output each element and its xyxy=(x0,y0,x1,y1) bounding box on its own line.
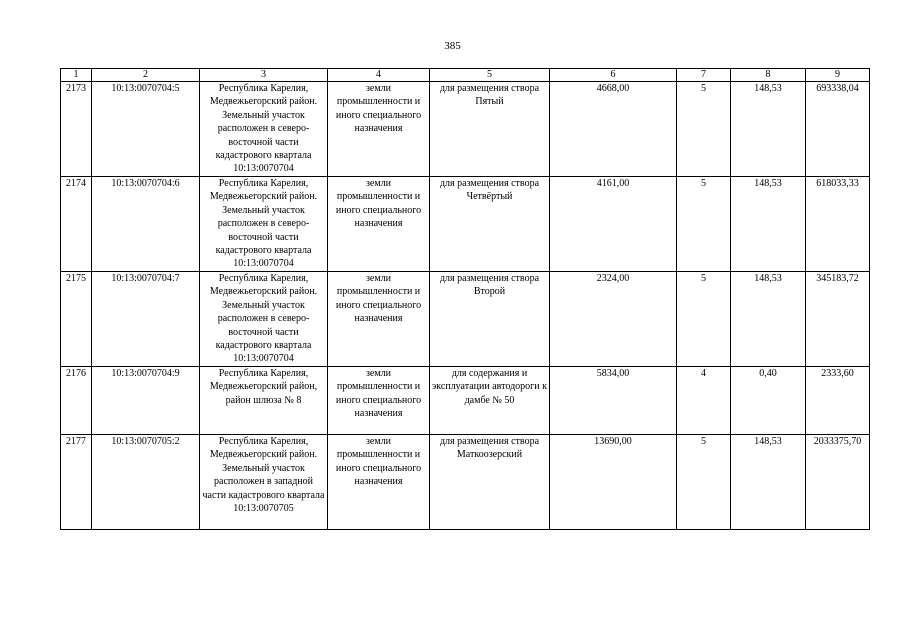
area-cell: 2324,00 xyxy=(550,272,677,367)
rate-cell: 148,53 xyxy=(731,272,806,367)
cadastral-value-cell: 693338,04 xyxy=(806,82,870,177)
land-registry-table xyxy=(60,68,870,530)
land-category-cell: земли промышленности и иного специального назначения xyxy=(328,177,430,272)
column-header: 7 xyxy=(677,69,731,82)
column-header: 2 xyxy=(92,69,200,82)
area-cell: 13690,00 xyxy=(550,435,677,530)
land-category-cell: земли промышленности и иного специального назначения xyxy=(328,367,430,435)
location-cell: Республика Карелия, Медвежьегорский район. Земельный участок расположен в западной части кадастрового квартала 10:13:0070705 xyxy=(200,435,328,530)
cadastral-value-cell: 618033,33 xyxy=(806,177,870,272)
land-category-cell: земли промышленности и иного специального назначения xyxy=(328,435,430,530)
cadastral-number: 10:13:0070704:9 xyxy=(92,367,200,435)
group-cell: 4 xyxy=(677,367,731,435)
group-cell: 5 xyxy=(677,82,731,177)
cadastral-number: 10:13:0070704:7 xyxy=(92,272,200,367)
rate-cell: 148,53 xyxy=(731,177,806,272)
land-category-cell: земли промышленности и иного специального назначения xyxy=(328,272,430,367)
location-cell: Республика Карелия, Медвежьегорский район. Земельный участок расположен в северо-восточной части кадастрового квартала 10:13:0070704 xyxy=(200,177,328,272)
column-header: 9 xyxy=(806,69,870,82)
group-cell: 5 xyxy=(677,177,731,272)
row-number: 2175 xyxy=(61,272,92,367)
column-header: 6 xyxy=(550,69,677,82)
permitted-use-cell: для размещения створа Пятый xyxy=(430,82,550,177)
column-header: 3 xyxy=(200,69,328,82)
cadastral-number: 10:13:0070704:5 xyxy=(92,82,200,177)
permitted-use-cell: для размещения створа Второй xyxy=(430,272,550,367)
group-cell: 5 xyxy=(677,435,731,530)
location-cell: Республика Карелия, Медвежьегорский район, район шлюза № 8 xyxy=(200,367,328,435)
group-cell: 5 xyxy=(677,272,731,367)
page-number: 385 xyxy=(444,40,461,52)
cadastral-value-cell: 345183,72 xyxy=(806,272,870,367)
table-row xyxy=(61,177,870,272)
table-row xyxy=(61,435,870,530)
column-header: 5 xyxy=(430,69,550,82)
cadastral-value-cell: 2033375,70 xyxy=(806,435,870,530)
table-row xyxy=(61,272,870,367)
rate-cell: 0,40 xyxy=(731,367,806,435)
cadastral-number: 10:13:0070705:2 xyxy=(92,435,200,530)
cadastral-value-cell: 2333,60 xyxy=(806,367,870,435)
location-cell: Республика Карелия, Медвежьегорский район. Земельный участок расположен в северо-восточной части кадастрового квартала 10:13:0070704 xyxy=(200,82,328,177)
area-cell: 5834,00 xyxy=(550,367,677,435)
rate-cell: 148,53 xyxy=(731,435,806,530)
area-cell: 4161,00 xyxy=(550,177,677,272)
column-header: 1 xyxy=(61,69,92,82)
rate-cell: 148,53 xyxy=(731,82,806,177)
row-number: 2177 xyxy=(61,435,92,530)
column-header: 4 xyxy=(328,69,430,82)
permitted-use-cell: для размещения створа Четвёртый xyxy=(430,177,550,272)
table-row xyxy=(61,367,870,435)
permitted-use-cell: для содержания и эксплуатации автодороги к дамбе № 50 xyxy=(430,367,550,435)
permitted-use-cell: для размещения створа Маткоозерский xyxy=(430,435,550,530)
area-cell: 4668,00 xyxy=(550,82,677,177)
location-cell: Республика Карелия, Медвежьегорский район. Земельный участок расположен в северо-восточной части кадастрового квартала 10:13:0070704 xyxy=(200,272,328,367)
row-number: 2173 xyxy=(61,82,92,177)
cadastral-number: 10:13:0070704:6 xyxy=(92,177,200,272)
row-number: 2174 xyxy=(61,177,92,272)
table-row xyxy=(61,82,870,177)
table-header-row xyxy=(61,69,870,82)
column-header: 8 xyxy=(731,69,806,82)
land-category-cell: земли промышленности и иного специального назначения xyxy=(328,82,430,177)
row-number: 2176 xyxy=(61,367,92,435)
